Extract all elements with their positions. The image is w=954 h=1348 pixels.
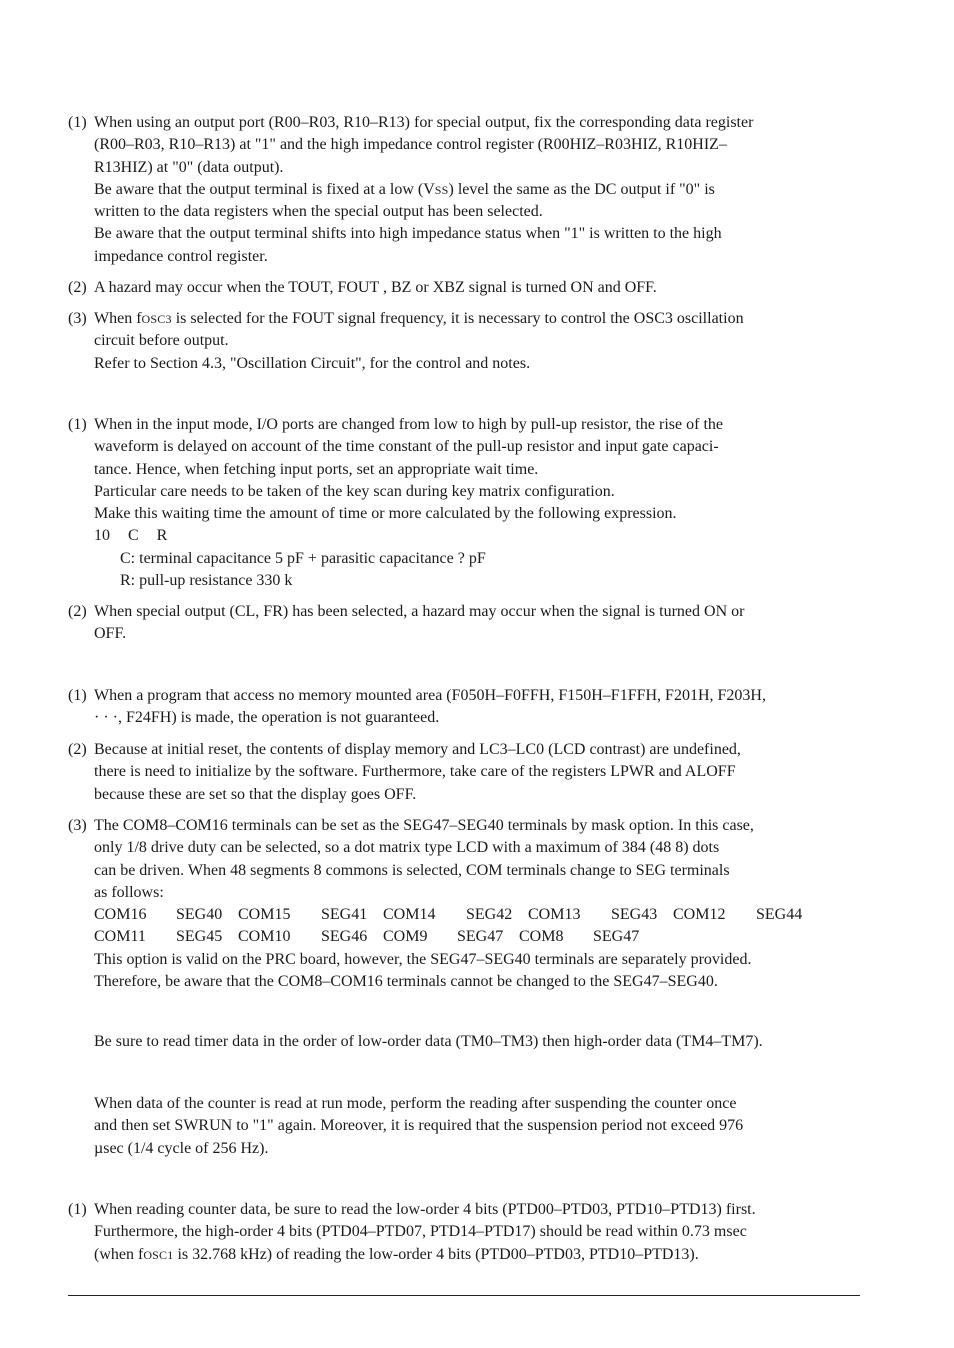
terminal-name: COM11 [94,928,146,946]
text-fragment: is selected for the FOUT signal frequency, it is necessary to control the OSC3 oscillation [171,310,744,327]
text-line: C: terminal capacitance 5 pF + parasitic capacitance ? pF [120,549,486,567]
text-line: R: pull-up resistance 330 k [120,572,293,590]
subscript-text: OSC1 [143,1247,174,1262]
terminal-name: SEG41 [321,906,368,924]
text-line: written to the data registers when the special output has been selected. [94,203,543,221]
terminal-name: COM16 [94,906,147,924]
text-fragment: ) level the same as the DC output if "0" is [448,180,715,198]
text-line: Refer to Section 4.3, "Oscillation Circuit", for the control and notes. [94,354,531,372]
subscript-text: OSC3 [141,312,172,326]
item-number: (1) [68,1201,87,1218]
text-line: Make this waiting time the amount of time or more calculated by the following expression. [94,505,677,523]
item-number: (2) [68,603,87,620]
terminal-name: COM14 [383,906,436,924]
output-note-3 [68,308,860,375]
lcd-note-3 [68,815,860,993]
io-note-1 [68,414,860,592]
text-line: as follows: [94,883,164,901]
text-line: there is need to initialize by the software. Furthermore, take care of the registers LPWR and ALOFF [94,763,736,781]
terminal-name: SEG47 [593,928,640,946]
text-line: When special output (CL, FR) has been selected, a hazard may occur when the signal is turned ON or [94,603,745,620]
output-note-2 [68,277,860,299]
terminal-name: SEG40 [176,906,223,924]
text-line [94,308,860,330]
terminal-name: COM13 [528,906,581,924]
item-number: (3) [68,817,87,834]
text-line: When a program that access no memory mounted area (F050H–F0FFH, F150H–F1FFH, F201H, F203H, [94,687,766,704]
text-line: · · ·, F24FH) is made, the operation is not guaranteed. [94,709,440,727]
terminal-name: COM8 [519,928,564,946]
item-number: (2) [68,741,87,758]
output-note-1 [68,112,860,268]
text-line [94,179,860,201]
item-number: (1) [68,114,87,131]
item-number: (3) [68,310,87,327]
text-fragment: Be aware that the output terminal is fixed at a low (V [94,180,435,198]
text-line: impedance control register. [94,247,268,265]
expr-term: 10 [94,527,110,545]
terminal-name: SEG45 [176,928,223,946]
expr-term: C [128,527,139,545]
terminal-name: SEG43 [611,906,658,924]
text-line: only 1/8 drive duty can be selected, so a dot matrix type LCD with a maximum of 384 (48 8) dots [94,839,720,857]
text-line: and then set SWRUN to "1" again. Moreover, it is required that the suspension period not exceed 976 [94,1117,744,1135]
text-line: R13HIZ) at "0" (data output). [94,158,284,176]
text-line: waveform is delayed on account of the time constant of the pull-up resistor and input gate capaci- [94,438,719,456]
text-line: (R00–R03, R10–R13) at "1" and the high impedance control register (R00HIZ–R03HIZ, R10HIZ– [94,136,727,154]
footer-divider [68,1295,860,1296]
terminal-name: SEG42 [466,906,513,924]
text-line: When in the input mode, I/O ports are changed from low to high by pull-up resistor, the rise of the [94,416,723,433]
terminal-name: COM12 [673,906,726,924]
text-line: because these are set so that the display goes OFF. [94,785,417,803]
text-line: µsec (1/4 cycle of 256 Hz). [94,1139,269,1157]
text-line [94,1244,860,1266]
com-seg-mapping-row [94,926,860,948]
text-line: When data of the counter is read at run mode, perform the reading after suspending the counter once [94,1095,737,1112]
com-seg-mapping-row [94,904,860,926]
lcd-note-2 [68,739,860,806]
text-line: When using an output port (R00–R03, R10–R13) for special output, fix the corresponding data register [94,114,754,131]
io-note-2 [68,601,860,646]
expr-term: R [156,527,168,545]
text-line: Be aware that the output terminal shifts into high impedance status when "1" is written to the high [94,225,722,243]
text-fragment: (when f [94,1245,144,1263]
terminal-name: COM15 [238,906,291,924]
subscript-text: SS [434,182,449,197]
item-number: (1) [68,416,87,433]
item-number: (2) [68,279,87,296]
text-fragment: When f [94,310,142,327]
item-number: (1) [68,687,87,704]
text-line: circuit before output. [94,332,229,350]
expression-line [94,525,860,547]
text-line: tance. Hence, when fetching input ports, set an appropriate wait time. [94,460,539,478]
text-line: OFF. [94,625,127,643]
ptimer-note-1 [68,1199,860,1266]
text-line: The COM8–COM16 terminals can be set as the SEG47–SEG40 terminals by mask option. In this case, [94,817,754,834]
text-line: A hazard may occur when the TOUT, FOUT , BZ or XBZ signal is turned ON and OFF. [94,279,657,296]
text-line: Particular care needs to be taken of the key scan during key matrix configuration. [94,482,615,500]
text-line: When reading counter data, be sure to read the low-order 4 bits (PTD00–PTD03, PTD10–PTD13) first. [94,1201,756,1218]
lcd-note-1 [68,685,860,730]
terminal-name: SEG46 [321,928,368,946]
text-line: Because at initial reset, the contents of display memory and LC3–LC0 (LCD contrast) are undefined, [94,741,741,758]
terminal-name: COM10 [238,928,291,946]
terminal-name: COM9 [383,928,428,946]
stopwatch-note [94,1093,860,1160]
text-line: can be driven. When 48 segments 8 commons is selected, COM terminals change to SEG terminals [94,861,730,879]
text-line: Furthermore, the high-order 4 bits (PTD04–PTD07, PTD14–PTD17) should be read within 0.73 msec [94,1223,747,1241]
text-fragment: is 32.768 kHz) of reading the low-order 4 bits (PTD00–PTD03, PTD10–PTD13). [173,1245,699,1263]
terminal-name: SEG47 [457,928,504,946]
terminal-name: SEG44 [756,906,803,924]
text-line: Be sure to read timer data in the order of low-order data (TM0–TM3) then high-order data (TM4–TM7). [94,1033,763,1050]
text-line: Therefore, be aware that the COM8–COM16 terminals cannot be changed to the SEG47–SEG40. [94,973,718,991]
text-line: This option is valid on the PRC board, however, the SEG47–SEG40 terminals are separately provided. [94,950,752,968]
timer-note [94,1031,860,1053]
